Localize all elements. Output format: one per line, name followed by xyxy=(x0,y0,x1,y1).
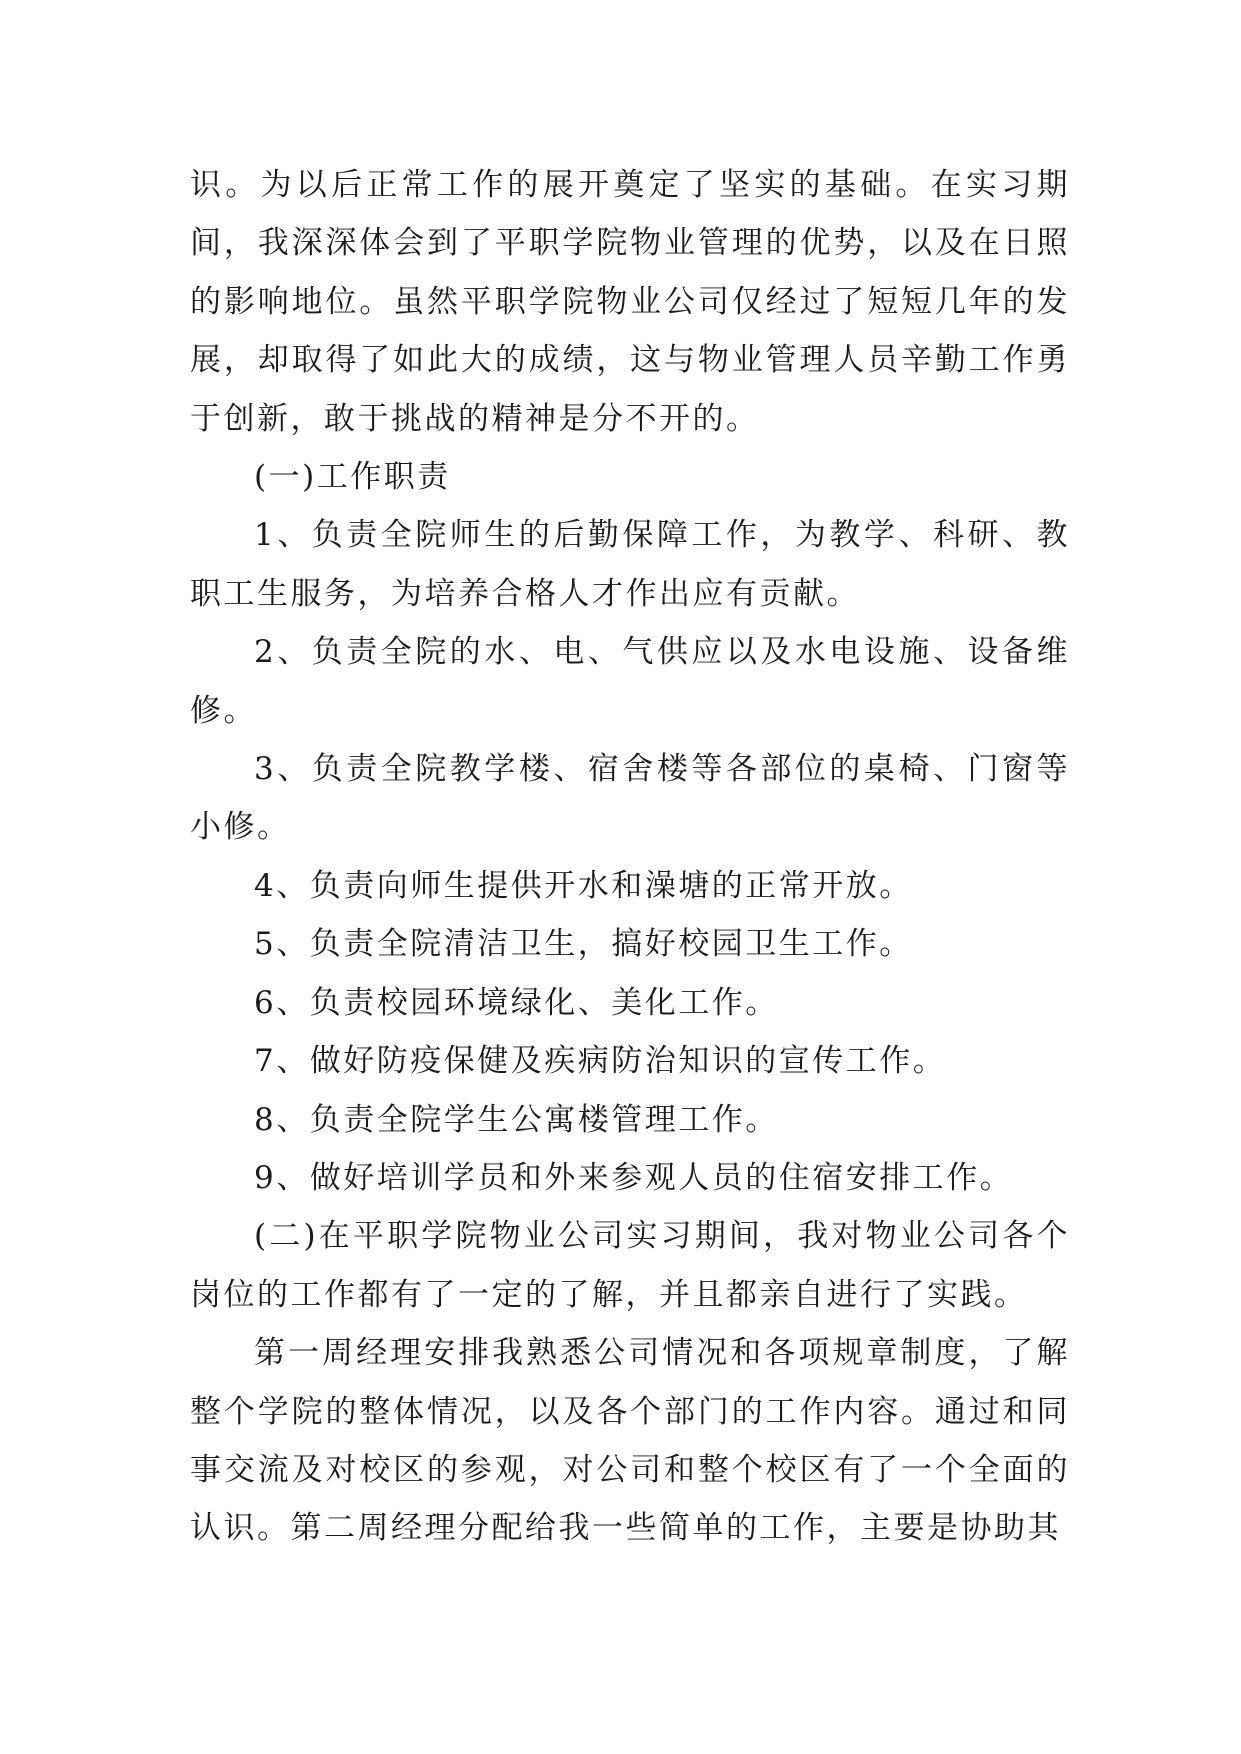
paragraph-weekly-work: 第一周经理安排我熟悉公司情况和各项规章制度，了解整个学院的整体情况，以及各个部门的工作内容。通过和同事交流及对校区的参观，对公司和整个校区有了一个全面的认识。第二周经理分配给我一些简单的工作，主要是协助其 xyxy=(190,1335,1070,1547)
section-heading-internship: (二)在平职学院物业公司实习期间，我对物业公司各个岗位的工作都有了一定的了解，并且都亲自进行了实践。 xyxy=(190,1218,1070,1313)
duty-item-7: 7、做好防疫保健及疾病防治知识的宣传工作。 xyxy=(254,1043,947,1080)
section-heading-job-duties: (一)工作职责 xyxy=(254,459,451,496)
duty-item-4: 4、负责向师生提供开水和澡塘的正常开放。 xyxy=(254,867,913,904)
duty-item-5: 5、负责全院清洁卫生，搞好校园卫生工作。 xyxy=(254,926,913,963)
paragraph-intro-continued: 识。为以后正常工作的展开奠定了坚实的基础。在实习期间，我深深体会到了平职学院物业管理的优势，以及在日照的影响地位。虽然平职学院物业公司仅经过了短短几年的发展，却取得了如此大的成绩，这与物业管理人员辛勤工作勇于创新，敢于挑战的精神是分不开的。 xyxy=(190,167,1070,437)
duty-item-8: 8、负责全院学生公寓楼管理工作。 xyxy=(254,1101,779,1138)
duty-item-3: 3、负责全院教学楼、宿舍楼等各部位的桌椅、门窗等小修。 xyxy=(190,751,1070,846)
duty-item-6: 6、负责校园环境绿化、美化工作。 xyxy=(254,984,779,1021)
duty-item-1: 1、负责全院师生的后勤保障工作，为教学、科研、教职工生服务，为培养合格人才作出应有贡献。 xyxy=(190,517,1070,612)
duty-item-9: 9、做好培训学员和外来参观人员的住宿安排工作。 xyxy=(254,1159,1014,1196)
document-body xyxy=(190,156,1070,1558)
duty-item-2: 2、负责全院的水、电、气供应以及水电设施、设备维修。 xyxy=(190,634,1070,729)
